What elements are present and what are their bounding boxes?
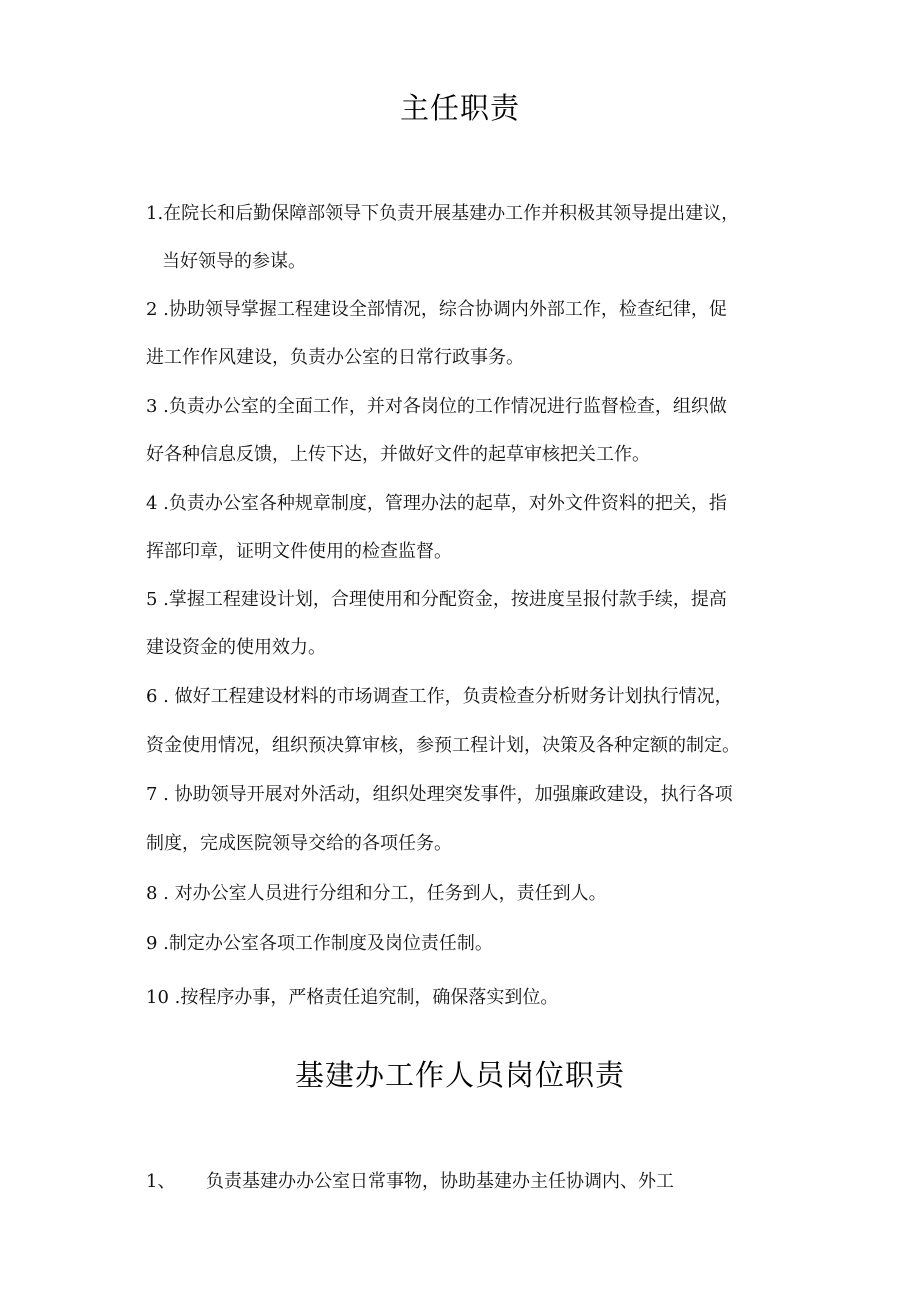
list-item-7-line-2: 制度，完成医院领导交给的各项任务。 — [146, 833, 452, 854]
section-title-director: 主任职责 — [399, 91, 520, 125]
item-number: 1、 — [146, 1171, 176, 1192]
list-item-4-line-2: 挥部印章，证明文件使用的检查监督。 — [146, 541, 452, 562]
item-number: 7 — [146, 784, 158, 805]
item-number: 10 — [146, 987, 169, 1008]
item-number: 8 — [146, 883, 158, 904]
item-text: 负责基建办办公室日常事物，协助基建办主任协调内、外工 — [206, 1171, 674, 1192]
section-title-staff: 基建办工作人员岗位职责 — [294, 1058, 625, 1092]
list-item-5-line-2: 建设资金的使用效力。 — [146, 637, 326, 658]
item-text: .在院长和后勤保障部领导下负责开展基建办工作并积极其领导提出建议， — [157, 203, 740, 224]
list-item-5-line-1 — [146, 585, 727, 611]
list-item-9-line-1 — [146, 929, 493, 955]
item-text: . 做好工程建设材料的市场调查工作，负责检查分析财务计划执行情况， — [157, 686, 733, 707]
item-text: .制定办公室各项工作制度及岗位责任制。 — [157, 933, 493, 954]
list-item-3-line-2: 好各种信息反馈，上传下达，并做好文件的起草审核把关工作。 — [146, 444, 650, 465]
item-number: 2 — [146, 299, 158, 320]
list-item-1-line-2: 当好领导的参谋。 — [162, 251, 306, 272]
item-text: .掌握工程建设计划，合理使用和分配资金，按进度呈报付款手续，提高 — [157, 589, 727, 610]
item-number: 9 — [146, 933, 158, 954]
list-item-2-line-1 — [146, 295, 727, 321]
item-text: .按程序办事，严格责任追究制，确保落实到位。 — [168, 987, 559, 1008]
item-number: 1 — [146, 203, 158, 224]
item-text: .负责办公室各种规章制度，管理办法的起草，对外文件资料的把关，指 — [157, 493, 727, 514]
list-item-10-line-1 — [146, 983, 558, 1009]
item-text: .负责办公室的全面工作，并对各岗位的工作情况进行监督检查，组织做 — [157, 396, 727, 417]
list-item-7-line-1 — [146, 780, 733, 806]
list-item-6-line-1 — [146, 682, 733, 708]
list-item-6-line-2: 资金使用情况，组织预决算审核，参预工程计划，决策及各种定额的制定。 — [146, 735, 740, 756]
item-number: 4 — [146, 493, 158, 514]
item-text: .协助领导掌握工程建设全部情况，综合协调内外部工作，检查纪律，促 — [157, 299, 727, 320]
list-item-8-line-1 — [146, 879, 607, 905]
list-item-4-line-1 — [146, 489, 727, 515]
item-text: . 对办公室人员进行分组和分工，任务到人，责任到人。 — [157, 883, 607, 904]
item-text: . 协助领导开展对外活动，组织处理突发事件，加强廉政建设，执行各项 — [157, 784, 733, 805]
staff-item-1-line-1 — [146, 1167, 674, 1193]
list-item-1-line-1 — [146, 199, 739, 225]
item-number: 3 — [146, 396, 158, 417]
item-number: 5 — [146, 589, 158, 610]
list-item-2-line-2: 进工作作风建设，负责办公室的日常行政事务。 — [146, 347, 524, 368]
list-item-3-line-1 — [146, 392, 727, 418]
item-number: 6 — [146, 686, 158, 707]
